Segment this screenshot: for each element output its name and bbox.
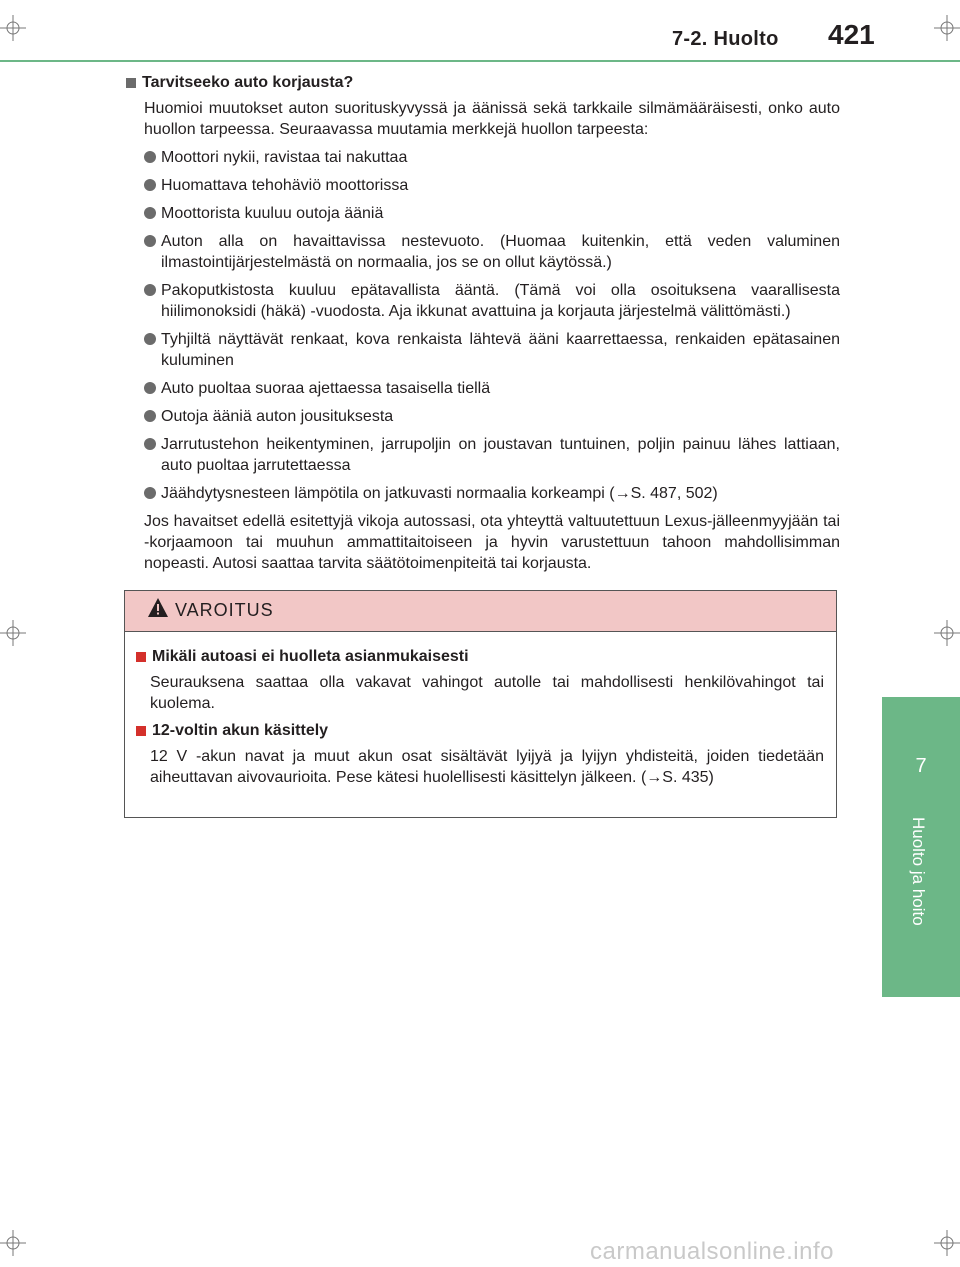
round-bullet-icon <box>144 207 156 219</box>
warning-header <box>125 591 836 632</box>
crop-mark-top-left <box>0 15 26 41</box>
page-number: 421 <box>828 19 875 50</box>
warning-item-heading: Mikäli autoasi ei huolleta asianmukaisesti <box>136 646 824 668</box>
round-bullet-icon <box>144 235 156 247</box>
warning-box <box>124 590 837 818</box>
list-item: Moottorista kuuluu outoja ääniä <box>144 203 840 224</box>
header-section-title: 7-2. Huolto <box>672 28 779 50</box>
warning-body <box>125 632 836 788</box>
section-heading <box>126 72 840 94</box>
crop-mark-bottom-left <box>0 1230 26 1256</box>
watermark: carmanualsonline.info <box>590 1238 834 1265</box>
symptom-list <box>144 147 840 504</box>
warning-triangle-icon <box>147 597 169 624</box>
main-content <box>126 72 840 574</box>
warning-title: VAROITUS <box>175 600 274 620</box>
chapter-title: Huolto ja hoito <box>909 817 928 926</box>
header-rule <box>0 60 960 62</box>
list-item: Outoja ääniä auton jousituksesta <box>144 406 840 427</box>
list-item: Jarrutustehon heikentyminen, jarrupoljin on joustavan tuntuinen, poljin painuu lähes lattiaan, auto puoltaa jarrutettaessa <box>144 434 840 476</box>
section-title: Tarvitseeko auto korjausta? <box>142 74 354 91</box>
square-bullet-icon <box>136 726 146 736</box>
list-item: Huomattava tehohäviö moottorissa <box>144 175 840 196</box>
round-bullet-icon <box>144 179 156 191</box>
round-bullet-icon <box>144 487 156 499</box>
list-item: Jäähdytysnesteen lämpötila on jatkuvasti normaalia korkeampi (→S. 487, 502) <box>144 483 840 504</box>
list-item: Auton alla on havaittavissa nestevuoto. (Huomaa kuitenkin, että veden valuminen ilmastointijärjestelmästä on normaalia, jos se on ollut käytössä.) <box>144 231 840 273</box>
crop-mark-top-right <box>934 15 960 41</box>
warning-item-text: Seurauksena saattaa olla vakavat vahingot autolle tai mahdollisesti henkilövahingot tai kuolema. <box>150 674 824 712</box>
list-item: Moottori nykii, ravistaa tai nakuttaa <box>144 147 840 168</box>
crop-mark-mid-left <box>0 620 26 646</box>
crop-mark-bottom-right <box>934 1230 960 1256</box>
list-item: Tyhjiltä näyttävät renkaat, kova renkaista lähtevä ääni kaarrettaessa, renkaiden epätasainen kuluminen <box>144 329 840 371</box>
crop-mark-mid-right <box>934 620 960 646</box>
round-bullet-icon <box>144 284 156 296</box>
chapter-side-tab <box>882 697 960 997</box>
round-bullet-icon <box>144 333 156 345</box>
round-bullet-icon <box>144 410 156 422</box>
warning-item-text: 12 V -akun navat ja muut akun osat sisältävät lyijyä ja lyijyn yhdisteitä, joiden tiedetään aiheuttavan aivovaurioita. Pese kätesi huolellisesti käsittelyn jälkeen. (→S. 435) <box>150 748 824 786</box>
round-bullet-icon <box>144 151 156 163</box>
chapter-number: 7 <box>915 755 927 777</box>
round-bullet-icon <box>144 438 156 450</box>
round-bullet-icon <box>144 382 156 394</box>
list-item: Auto puoltaa suoraa ajettaessa tasaisella tiellä <box>144 378 840 399</box>
section-closing: Jos havaitset edellä esitettyjä vikoja autossasi, ota yhteyttä valtuutettuun Lexus-jälleenmyyjään tai -korjaamoon tai muuhun ammattitaitoiseen ja hyvin varustettuun tahoon mahdollisimman nopeasti. Autosi saattaa tarvita säätötoimenpiteitä tai korjausta. <box>144 513 840 572</box>
section-intro: Huomioi muutokset auton suorituskyvyssä ja äänissä sekä tarkkaile silmämääräisesti, onko auto huollon tarpeessa. Seuraavassa muutamia merkkejä huollon tarpeesta: <box>144 100 840 138</box>
list-item: Pakoputkistosta kuuluu epätavallista ääntä. (Tämä voi olla osoituksena vaarallisesta hiilimonoksidi (häkä) -vuodosta. Aja ikkunat avattuina ja korjauta järjestelmä välittömästi.) <box>144 280 840 322</box>
warning-item-heading: 12-voltin akun käsittely <box>136 720 824 742</box>
square-bullet-icon <box>136 652 146 662</box>
square-bullet-icon <box>126 78 136 88</box>
